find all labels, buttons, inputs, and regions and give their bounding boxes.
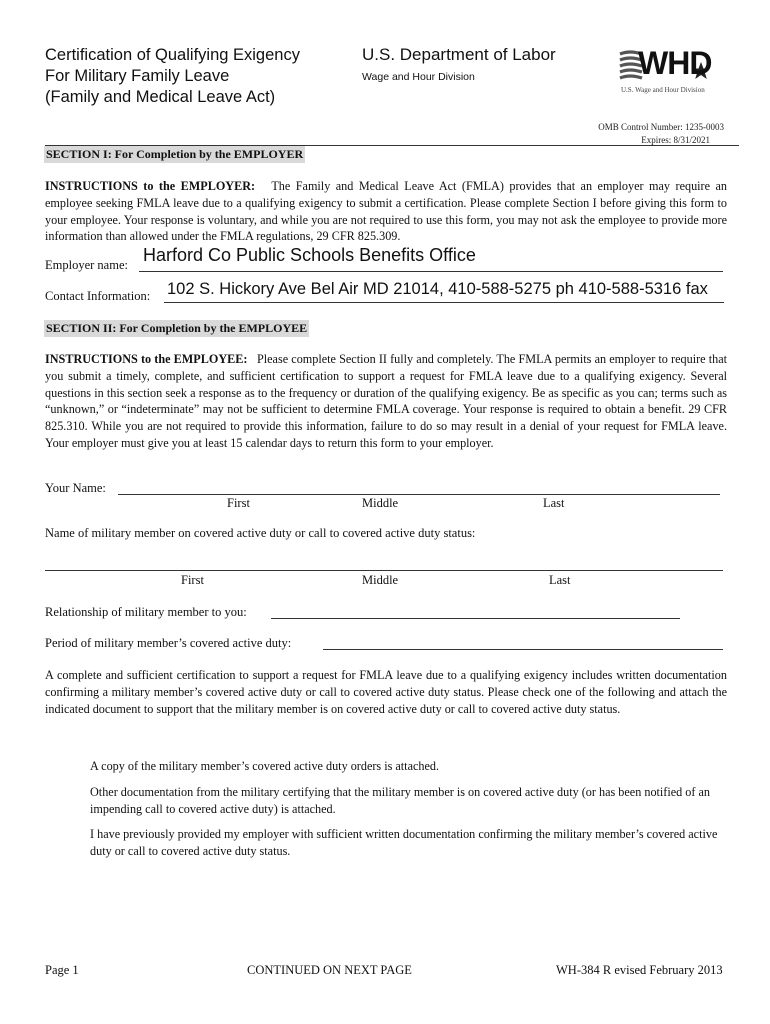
continued-notice: CONTINUED ON NEXT PAGE	[247, 963, 412, 977]
your-name-first-caption: First	[227, 496, 250, 510]
military-member-label: Name of military member on covered active duty or call to covered active duty status:	[45, 526, 476, 540]
whd-logo-caption: U.S. Wage and Hour Division	[621, 86, 705, 94]
division-name: Wage and Hour Division	[362, 71, 475, 83]
form-title	[45, 45, 300, 108]
employer-name-underline	[139, 271, 723, 272]
your-name-middle-caption: Middle	[362, 496, 399, 510]
contact-info-label: Contact Information:	[45, 289, 151, 303]
period-label: Period of military member’s covered active duty:	[45, 636, 292, 650]
omb-control-number: OMB Control Number: 1235-0003	[598, 122, 724, 132]
form-revision-id: WH-384 R evised February 2013	[556, 963, 723, 977]
period-field[interactable]	[323, 649, 723, 650]
military-member-name-field[interactable]	[45, 570, 723, 571]
employee-instructions	[45, 351, 727, 452]
option-military-documentation[interactable]: Other documentation from the military certifying that the military member is on covered active duty (or has been notified of an impending call to covered active duty) is attached.	[90, 785, 711, 816]
form-title-line-2: For Military Family Leave	[45, 67, 230, 85]
page-number: Page 1	[45, 963, 79, 977]
form-title-line-1: Certification of Qualifying Exigency	[45, 46, 300, 64]
option-duty-orders[interactable]: A copy of the military member’s covered active duty orders is attached.	[90, 759, 440, 773]
employee-instructions-body: Please complete Section II fully and completely. The FMLA permits an employer to require that you submit a timely, complete, and sufficient certification to support a request for FMLA leave due to a qualifying exigency. Several questions in this section seek a response as to the frequency or duration of the qualifying exigency. Be as specific as you can; terms such as “unknown,” or “indeterminate” may not be sufficient to determine FMLA coverage. Your response is required to obtain a benefit. 29 CFR 825.310. While you are not required to provide this information, failure to do so may result in a denial of your request for FMLA leave. Your employer must give you at least 15 calendar days to return this form to your employer.	[45, 352, 728, 450]
military-middle-caption: Middle	[362, 573, 399, 587]
relationship-label: Relationship of military member to you:	[45, 605, 247, 619]
employer-name-field[interactable]: Harford Co Public Schools Benefits Office	[143, 245, 476, 265]
section-1-heading: SECTION I: For Completion by the EMPLOYER	[46, 147, 304, 161]
relationship-field[interactable]	[271, 618, 680, 619]
sufficiency-paragraph: A complete and sufficient certification to support a request for FMLA leave due to a qualifying exigency includes written documentation confirming a military member’s covered active duty or call to covered active duty status. Please check one of the following and attach the indicated document to support that the military member is on covered active duty or call to covered active duty status.	[45, 668, 727, 716]
omb-expires: Expires: 8/31/2021	[641, 135, 710, 145]
employer-instructions	[45, 178, 727, 245]
military-first-caption: First	[181, 573, 204, 587]
whd-logo-text: WHD	[638, 45, 712, 81]
your-name-last-caption: Last	[543, 496, 565, 510]
section-2-heading: SECTION II: For Completion by the EMPLOYEE	[46, 321, 308, 335]
contact-info-underline	[164, 302, 724, 303]
employee-instructions-lead: INSTRUCTIONS to the EMPLOYEE:	[45, 352, 248, 366]
military-last-caption: Last	[549, 573, 571, 587]
contact-info-field[interactable]: 102 S. Hickory Ave Bel Air MD 21014, 410-588-5275 ph 410-588-5316 fax	[167, 280, 708, 298]
option-previously-provided[interactable]: I have previously provided my employer with sufficient written documentation confirming the military member’s covered active duty or call to covered active duty status.	[90, 827, 718, 858]
your-name-field[interactable]	[118, 494, 720, 495]
form-title-line-3: (Family and Medical Leave Act)	[45, 88, 276, 106]
employer-instructions-body: The Family and Medical Leave Act (FMLA) provides that an employer may require an employee seeking FMLA leave due to a qualifying exigency to submit a certification. Please complete Section I before giving this form to your employee. Your response is voluntary, and while you are not required to use this form, you may not ask the employee to provide more information than allowed under the FMLA regulations, 29 CFR 825.309.	[45, 179, 727, 244]
employer-name-label: Employer name:	[45, 258, 128, 272]
whd-logo	[618, 45, 718, 96]
your-name-label: Your Name:	[45, 481, 106, 495]
department-name: U.S. Department of Labor	[362, 45, 556, 64]
employer-instructions-lead: INSTRUCTIONS to the EMPLOYER:	[45, 179, 256, 193]
